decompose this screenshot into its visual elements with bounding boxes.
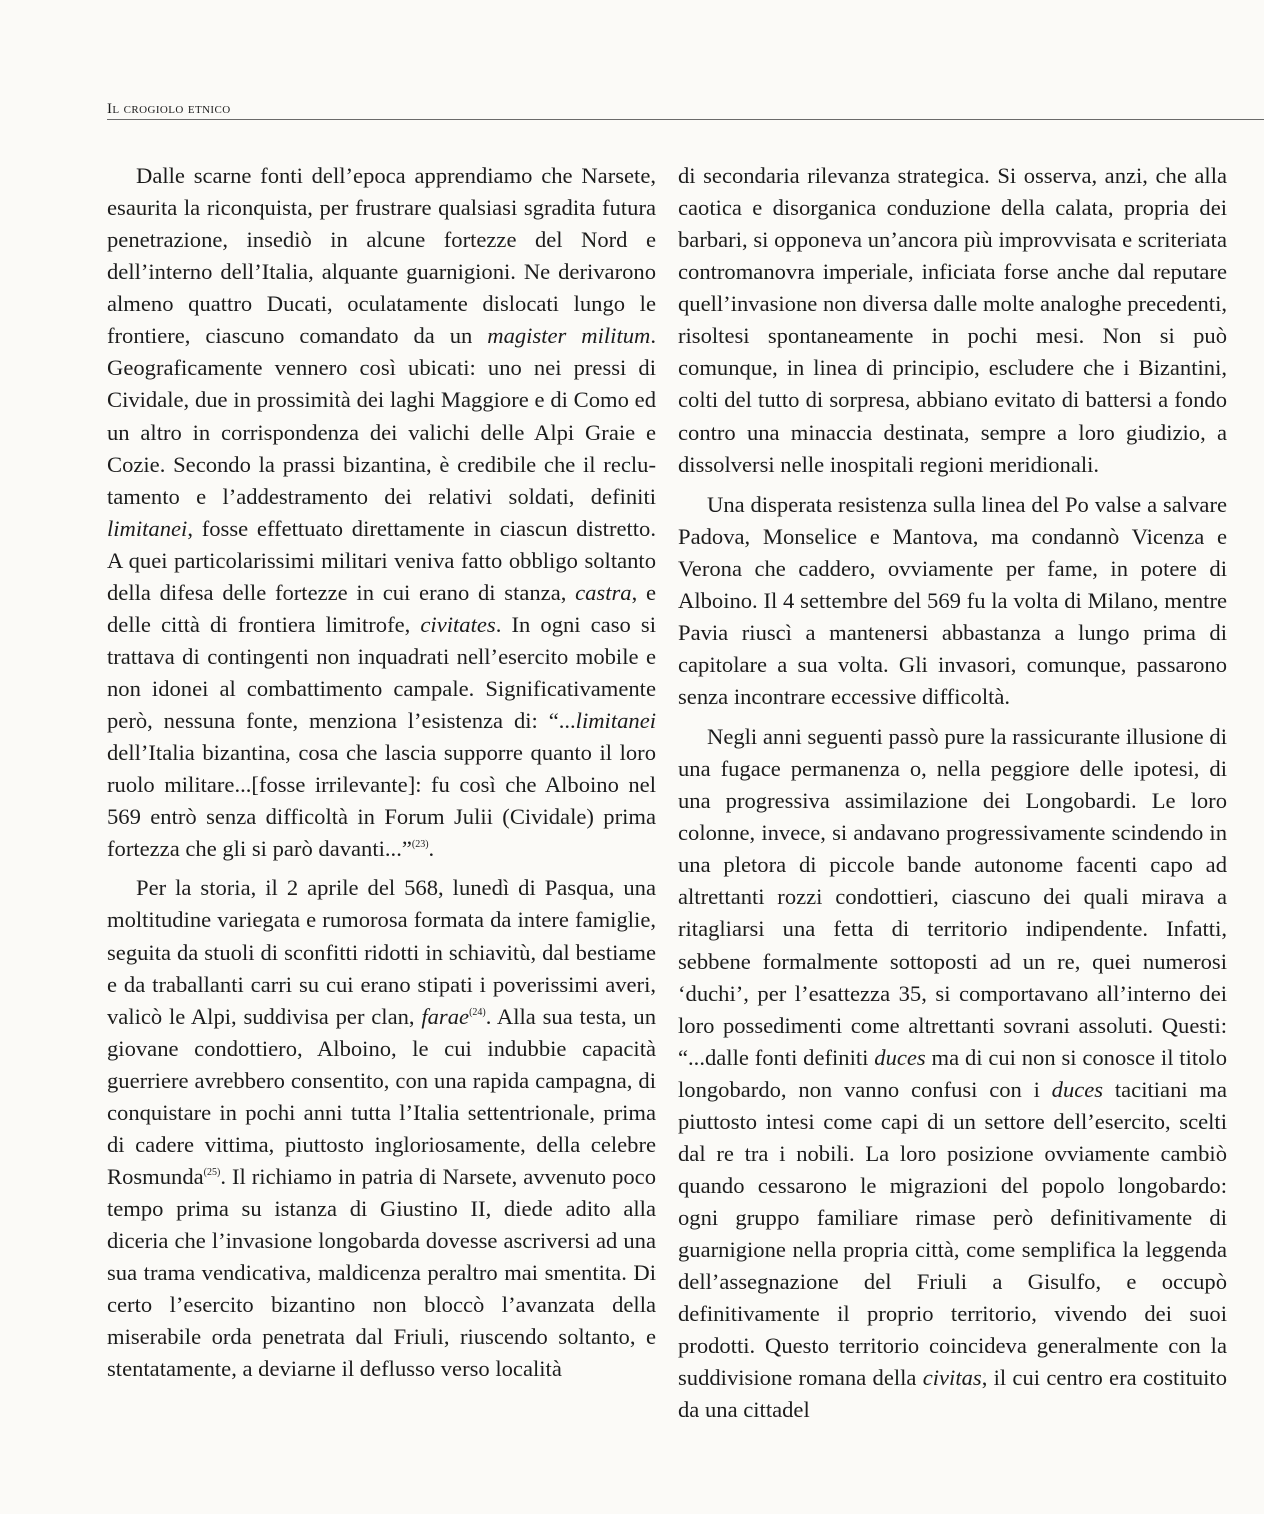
paragraph: Dalle scarne fonti dell’epoca apprendiamo che Narsete, esaurita la riconquista, per frustrare qualsiasi sgradita futura penetrazione, insediò in alcune fortezze del Nord e dell’interno dell’Italia, alquante guarnigioni. Ne derivarono almeno quattro Ducati, oculatamente dislocati lungo le frontiere, ciascuno comandato da un magister militum. Geograficamente vennero così ubicati: uno nei pressi di Cividale, due in prossimità dei laghi Maggiore e di Como ed un altro in corrispondenza dei valichi delle Alpi Graie e Cozie. Secondo la prassi bizantina, è credibile che il reclutamento e l’addestramento dei relativi soldati, definiti limitanei, fosse effettuato direttamente in ciascun distretto. A quei particolarissimi militari veniva fatto obbligo soltanto della difesa delle fortezze in cui erano di stanza, castra, e delle città di frontiera limitrofe, civitates. In ogni caso si trattava di contingenti non inquadrati nell’esercito mobile e non idonei al combattimento campale. Significativamente però, nessuna fonte, menziona l’esistenza di: “...limitanei dell’Italia bizantina, cosa che lascia supporre quanto il loro ruolo militare...[fosse irrilevante]: fu così che Alboino nel 569 entrò senza difficoltà in Forum Julii (Cividale) prima fortezza che gli si parò davanti...”$^{(23)}$. xyxy=(107,163,657,862)
running-header: Il crogiolo etnico xyxy=(107,101,231,117)
header-rule xyxy=(107,119,1264,120)
paragraph: Per la storia, il 2 aprile del 568, lunedì di Pasqua, una moltitudine variegata e rumorosa formata da intere famiglie, seguita da stuoli di sconfitti ridotti in schiavitù, dal bestiame e da traballanti carri su cui erano stipati i poverissimi averi, valicò le Alpi, suddivisa per clan, farae$^{(24)}$. Alla sua testa, un giovane condottiero, Alboino, le cui indubbie capacità guerriere avrebbero consentito, con una rapida campagna, di conquistare in pochi anni tutta l’Italia settentrionale, prima di cadere vittima, piuttosto ingloriosamente, della celebre Rosmunda$^{(25)}$. Il richiamo in patria di Narsete, avvenuto poco tempo prima su istanza di Giustino II, diede adito alla diceria che l’invasione longobarda dovesse ascriversi ad una sua trama vendicativa, maldicenza peraltro mai smentita. Di certo l’esercito bizantino non bloccò l’avanzata della miserabile orda penetrata dal Friuli, riuscendo soltanto, e stentatamente, a deviarne il deflusso verso località xyxy=(107,875,656,1382)
paragraph: di secondaria rilevanza strategica. Si osserva, anzi, che alla caotica e disorganica conduzione della calata, propria dei barbari, si opponeva un’ancora più improvvisata e scriteriata contromanovra imperiale, inficiata forse anche dal reputare quell’invasione non diversa dalle molte analoghe precedenti, risoltesi spontaneamente in pochi mesi. Non si può comunque, in linea di principio, escludere che i Bizantini, colti del tutto di sorpresa, abbiano evitato di battersi a fondo contro una minaccia destinata, sempre a loro giudizio, a dissolversi nelle inospitali regioni meridionali. xyxy=(678,163,1227,477)
paragraph: Una disperata resistenza sulla linea del Po valse a salvare Padova, Monselice e Mantova, ma condannò Vicenza e Verona che caddero, ovviamente per fame, in potere di Alboino. Il 4 settembre del 569 fu la volta di Milano, mentre Pavia riuscì a mantenersi abbastanza a lungo prima di capitolare a sua volta. Gli invasori, comunque, passarono senza incontrare eccessive difficoltà. xyxy=(678,491,1227,709)
paragraph: Negli anni seguenti passò pure la rassicurante illusione di una fugace permanenza o, nella peggiore delle ipotesi, di una progressiva assimilazione dei Longobardi. Le loro colonne, invece, si andavano progressivamente scindendo in una pletora di piccole bande autonome facenti capo ad altrettanti rozzi condottieri, ciascuno dei quali mirava a ritagliarsi una fetta di territorio indipendente. Infatti, sebbene formalmente sottoposti ad un re, quei numerosi ‘duchi’, per l’esattezza 35, si comportavano all’interno dei loro possedimenti come altrettanti sovrani assoluti. Questi: “...dalle fonti definiti duces ma di cui non si conosce il titolo longobardo, non vanno confusi con i duces tacitiani ma piuttosto intesi come capi di un settore dell’esercito, scelti dal re tra i nobili. La loro posizione ovviamente cambiò quando cessarono le migrazioni del popolo longobardo: ogni gruppo familiare rimase però definitivamente di guarnigione nella propria città, come semplifica la leggenda dell’assegnazione del Friuli a Gisulfo, e occupò definitivamente il proprio territorio, vivendo dei suoi prodotti. Questo territorio coincideva generalmente con la suddivisione romana della civitas, il cui centro era costituito da una cittadel xyxy=(678,724,1228,1423)
right-column xyxy=(678,160,1227,1426)
footnote-ref: (25) xyxy=(203,1166,221,1178)
left-column xyxy=(107,160,656,1385)
footnote-ref: (23) xyxy=(411,839,429,851)
footnote-ref: (24) xyxy=(469,1006,486,1018)
